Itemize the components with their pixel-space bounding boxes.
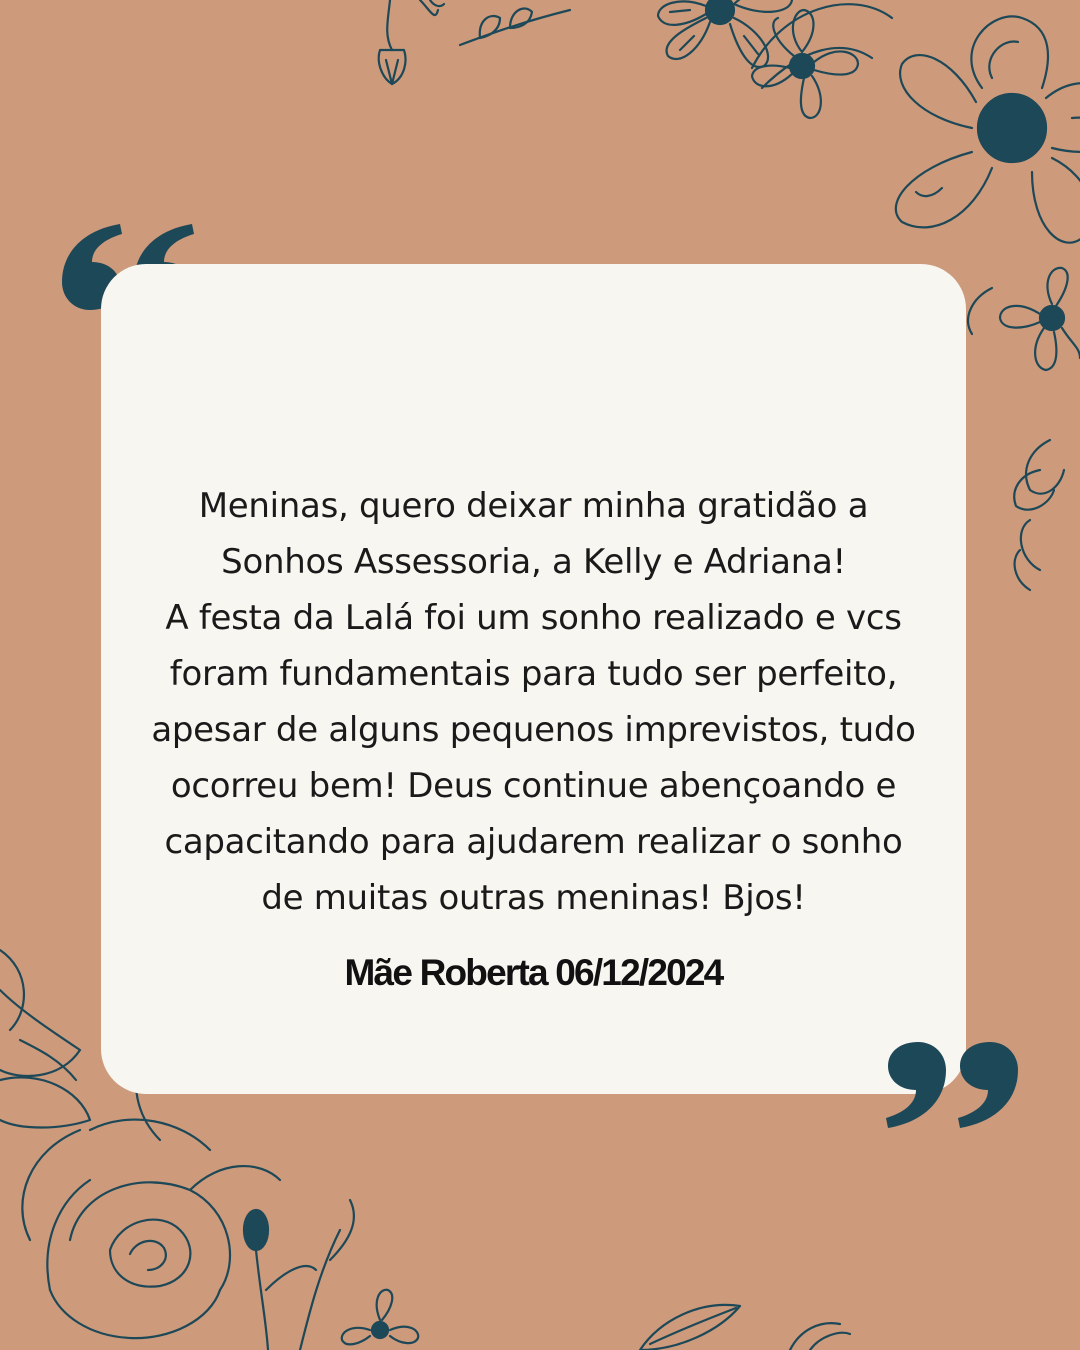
right-double-quote-icon [886,1042,1020,1130]
flower-icon [658,0,792,67]
testimonial-line: foram fundamentais para tudo ser perfeito, [169,654,898,694]
testimonial-line: Sonhos Assessoria, a Kelly e Adriana! [221,542,846,582]
testimonial-signature: Mãe Roberta 06/12/2024 [344,952,723,993]
petal-cluster-icon [1014,440,1064,590]
testimonial-line: apesar de alguns pequenos imprevistos, tudo [151,710,916,750]
testimonial-card [101,264,966,1094]
flower-icon [968,268,1080,370]
testimonial-text [101,478,966,926]
bell-flower-icon [379,0,444,84]
testimonial-line: A festa da Lalá foi um sonho realizado e vcs [165,598,902,638]
flower-icon [342,1290,418,1345]
leaf-icon [790,1323,850,1350]
large-flower-icon [752,4,1080,242]
leaf-icon [640,1305,740,1350]
flower-bud-icon [244,1210,316,1350]
testimonial-line: ocorreu bem! Deus continue abençoando e [170,766,897,806]
testimonial-line: capacitando para ajudarem realizar o sonho [164,822,903,862]
testimonial-line: de muitas outras meninas! Bjos! [261,878,806,918]
leaf-icon [0,950,90,1128]
flower-icon [752,10,858,118]
testimonial-line: Meninas, quero deixar minha gratidão a [198,486,869,526]
